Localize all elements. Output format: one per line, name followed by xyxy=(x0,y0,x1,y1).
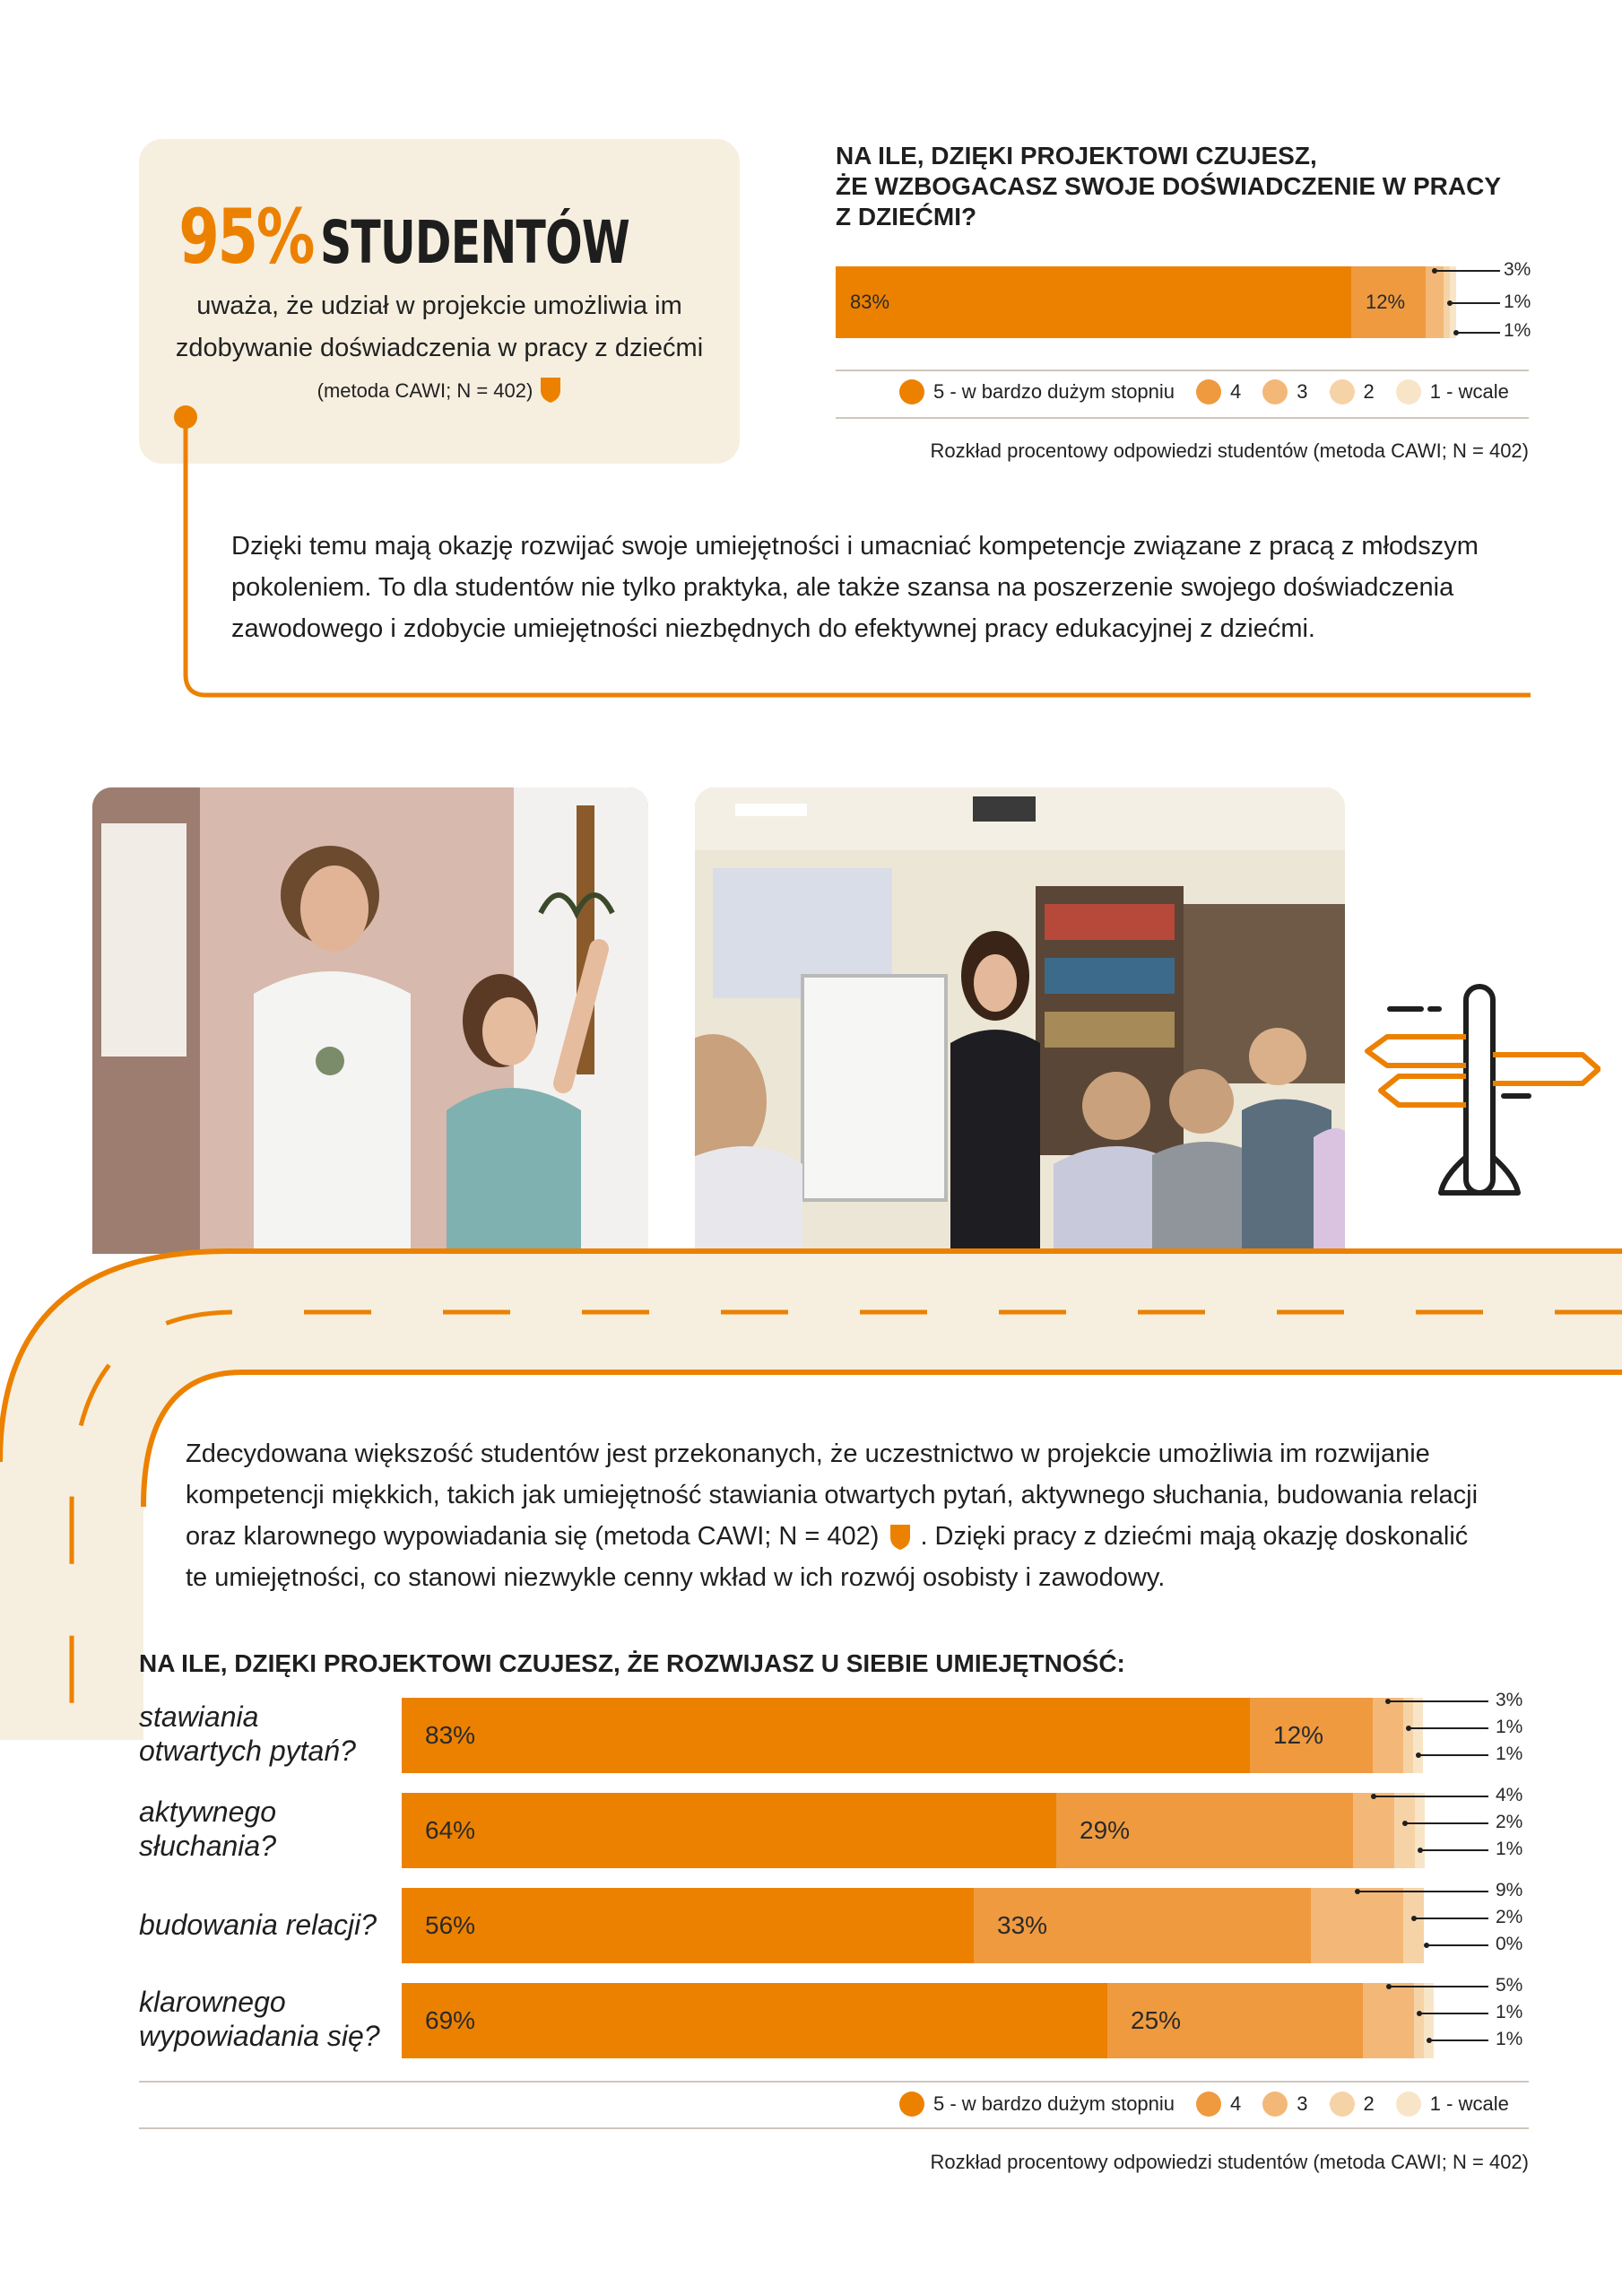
leader-label: 1% xyxy=(1496,1839,1523,1859)
legend-label: 4 xyxy=(1230,380,1242,403)
bar-segment-4 xyxy=(1107,1983,1363,2058)
leader-label: 3% xyxy=(1504,259,1531,280)
data-label: 56% xyxy=(425,1911,476,1939)
legend-item xyxy=(1396,379,1509,404)
legend-item xyxy=(1396,2092,1509,2117)
callout-line: zdobywanie doświadczenia w pracy z dziećmi xyxy=(175,334,704,362)
leader-label: 3% xyxy=(1496,1690,1523,1710)
chart2-source: Rozkład procentowy odpowiedzi studentów (metoda CAWI; N = 402) xyxy=(930,2151,1529,2173)
leader-label: 1% xyxy=(1504,291,1531,312)
row-label xyxy=(139,1985,380,2053)
row-label xyxy=(139,1700,356,1768)
bar-segment-5 xyxy=(402,1698,1250,1773)
data-label: 12% xyxy=(1273,1721,1324,1749)
leader-label: 1% xyxy=(1496,1744,1523,1764)
legend-label: 2 xyxy=(1363,2092,1375,2115)
paragraph-line: kompetencji miękkich, takich jak umiejętność stawiania otwartych pytań, aktywnego słuchania, budowania relacji xyxy=(186,1481,1479,1509)
signpost-icon xyxy=(1358,978,1600,1220)
bar-segment-4 xyxy=(1250,1698,1373,1773)
row-label-line: klarownego xyxy=(139,1986,286,2018)
paragraph-line: te umiejętności, co stanowi niezwykle cenny wkład w ich rozwój osobisty i zawodowy. xyxy=(186,1563,1166,1592)
bar-segment-5 xyxy=(402,1888,974,1963)
legend-label: 4 xyxy=(1230,2092,1242,2115)
leader-line xyxy=(1389,1986,1488,1987)
bar-segment-3 xyxy=(1426,266,1444,338)
chart1-title-line: Z DZIEĆMI? xyxy=(836,203,977,230)
paragraph-2 xyxy=(186,1433,1478,1598)
bar-segment-1 xyxy=(1413,1698,1423,1773)
data-label: 69% xyxy=(425,2006,476,2034)
leader-line xyxy=(1456,332,1500,334)
legend-label: 1 - wcale xyxy=(1429,2092,1509,2115)
chart2-bar xyxy=(402,1983,1434,2058)
legend-item xyxy=(1196,2092,1241,2117)
legend-label: 5 - w bardzo dużym stopniu xyxy=(933,380,1175,403)
photo-whiteboard-image xyxy=(92,787,648,1254)
legend-label: 1 - wcale xyxy=(1429,380,1509,403)
photo-classroom-image xyxy=(695,787,1345,1254)
legend-label: 3 xyxy=(1297,2092,1308,2115)
leader-label: 1% xyxy=(1496,2002,1523,2022)
data-label: 25% xyxy=(1131,2006,1182,2034)
legend-swatch xyxy=(899,379,924,404)
row-label xyxy=(139,1795,276,1863)
bar-segment-2 xyxy=(1403,1888,1424,1963)
data-label: 12% xyxy=(1366,291,1406,313)
legend-item xyxy=(1196,379,1241,404)
bar-segment-3 xyxy=(1353,1793,1394,1868)
stat-value: 95% xyxy=(178,193,313,281)
paragraph-text: oraz klarownego wypowiadania się (metoda CAWI; N = 402) xyxy=(186,1522,880,1551)
row-label-line: aktywnego xyxy=(139,1796,276,1828)
leader-line xyxy=(1429,2039,1488,2041)
leader-line xyxy=(1435,270,1500,272)
leader-label: 1% xyxy=(1496,1717,1523,1737)
leader-label: 1% xyxy=(1496,2029,1523,2049)
paragraph-1 xyxy=(231,526,1479,649)
legend-label: 2 xyxy=(1363,380,1375,403)
legend-swatch xyxy=(1330,2092,1355,2117)
bar-segment-4 xyxy=(974,1888,1311,1963)
divider xyxy=(139,2081,1529,2083)
data-label: 83% xyxy=(850,291,890,313)
legend-item xyxy=(1330,379,1375,404)
chart1-source: Rozkład procentowy odpowiedzi studentów (metoda CAWI; N = 402) xyxy=(930,439,1529,462)
legend-swatch xyxy=(1396,2092,1421,2117)
bar-segment-5 xyxy=(402,1983,1107,2058)
leader-label: 0% xyxy=(1496,1934,1523,1954)
leader-line xyxy=(1419,2013,1488,2014)
legend-item xyxy=(1262,2092,1307,2117)
row-label-line: słuchania? xyxy=(139,1830,276,1862)
bar-segment-5 xyxy=(836,266,1351,338)
legend-swatch xyxy=(1262,379,1288,404)
legend-swatch xyxy=(1262,2092,1288,2117)
callout-line: uważa, że udział w projekcie umożliwia im xyxy=(196,291,682,320)
bar-segment-3 xyxy=(1363,1983,1414,2058)
chart2-bar xyxy=(402,1698,1423,1773)
bar-segment-3 xyxy=(1373,1698,1403,1773)
chart1-title-line: ŻE WZBOGACASZ SWOJE DOŚWIADCZENIE W PRACY xyxy=(836,172,1501,200)
leader-label: 2% xyxy=(1496,1812,1523,1832)
leader-label: 2% xyxy=(1496,1907,1523,1927)
bar-segment-3 xyxy=(1311,1888,1403,1963)
data-label: 33% xyxy=(997,1911,1048,1939)
leader-line xyxy=(1427,1944,1488,1946)
chart2-title: NA ILE, DZIĘKI PROJEKTOWI CZUJESZ, ŻE ROZWIJASZ U SIEBIE UMIEJĘTNOŚĆ: xyxy=(139,1649,1125,1677)
divider xyxy=(139,2127,1529,2129)
legend-item xyxy=(899,2092,1175,2117)
paragraph-text: . Dzięki pracy z dziećmi mają okazję doskonalić xyxy=(920,1522,1469,1551)
legend-label: 5 - w bardzo dużym stopniu xyxy=(933,2092,1175,2115)
bar-segment-2 xyxy=(1403,1698,1413,1773)
legend-swatch xyxy=(1396,379,1421,404)
leader-line xyxy=(1409,1727,1488,1729)
legend-item xyxy=(1330,2092,1375,2117)
paragraph-line: Dzięki temu mają okazję rozwijać swoje umiejętności i umacniać kompetencje związane z pracą z młodszym xyxy=(231,532,1479,561)
bar-segment-5 xyxy=(402,1793,1056,1868)
row-label-line: budowania relacji? xyxy=(139,1909,377,1941)
paragraph-line: zawodowego i zdobycie umiejętności niezbędnych do efektywnej pracy edukacyjnej z dziećmi. xyxy=(231,614,1315,643)
chart2-bar xyxy=(402,1793,1425,1868)
data-label: 29% xyxy=(1080,1816,1131,1844)
stat-word: STUDENTÓW xyxy=(319,208,629,277)
leader-label: 9% xyxy=(1496,1880,1523,1900)
leader-line xyxy=(1405,1822,1488,1824)
method-note: (metoda CAWI; N = 402) xyxy=(317,379,533,402)
legend-item xyxy=(1262,379,1307,404)
legend-swatch xyxy=(1196,2092,1221,2117)
leader-line xyxy=(1420,1849,1488,1851)
leader-line xyxy=(1374,1796,1488,1797)
chart1-legend xyxy=(899,379,1531,404)
bar-segment-2 xyxy=(1414,1983,1424,2058)
row-label-line: otwartych pytań? xyxy=(139,1735,356,1767)
leader-line xyxy=(1450,302,1500,304)
legend-swatch xyxy=(1196,379,1221,404)
bar-segment-1 xyxy=(1415,1793,1425,1868)
row-label-line: stawiania xyxy=(139,1700,259,1733)
legend-swatch xyxy=(899,2092,924,2117)
leader-label: 4% xyxy=(1496,1785,1523,1805)
paragraph-line: pokoleniem. To dla studentów nie tylko praktyka, ale także szansa na poszerzenie swojego doświadczenia xyxy=(231,573,1454,602)
chart1-bar xyxy=(836,266,1456,338)
data-label: 64% xyxy=(425,1816,476,1844)
leader-line xyxy=(1418,1754,1488,1756)
divider xyxy=(836,370,1529,371)
bar-segment-2 xyxy=(1394,1793,1415,1868)
leader-line xyxy=(1357,1891,1488,1892)
data-label: 83% xyxy=(425,1721,476,1749)
leader-label: 1% xyxy=(1504,320,1531,341)
row-label xyxy=(139,1908,377,1942)
legend-label: 3 xyxy=(1297,380,1308,403)
bar-segment-1 xyxy=(1424,1983,1434,2058)
legend-item xyxy=(899,379,1175,404)
shield-icon xyxy=(889,1524,911,1551)
bar-segment-4 xyxy=(1351,266,1426,338)
leader-label: 5% xyxy=(1496,1975,1523,1996)
photo-classroom xyxy=(695,787,1345,1254)
legend-swatch xyxy=(1330,379,1355,404)
chart1-title-line: NA ILE, DZIĘKI PROJEKTOWI CZUJESZ, xyxy=(836,142,1317,170)
chart2-bar xyxy=(402,1888,1424,1963)
chart2-legend xyxy=(899,2092,1531,2117)
leader-line xyxy=(1414,1918,1488,1919)
paragraph-line: Zdecydowana większość studentów jest przekonanych, że uczestnictwo w projekcie umożliwia im rozwijanie xyxy=(186,1439,1430,1468)
leader-line xyxy=(1388,1700,1488,1702)
paragraph-line xyxy=(186,1516,1478,1557)
photo-whiteboard xyxy=(92,787,648,1254)
divider xyxy=(836,417,1529,419)
bar-segment-4 xyxy=(1056,1793,1353,1868)
row-label-line: wypowiadania się? xyxy=(139,2020,380,2052)
chart1-title xyxy=(836,141,1501,232)
